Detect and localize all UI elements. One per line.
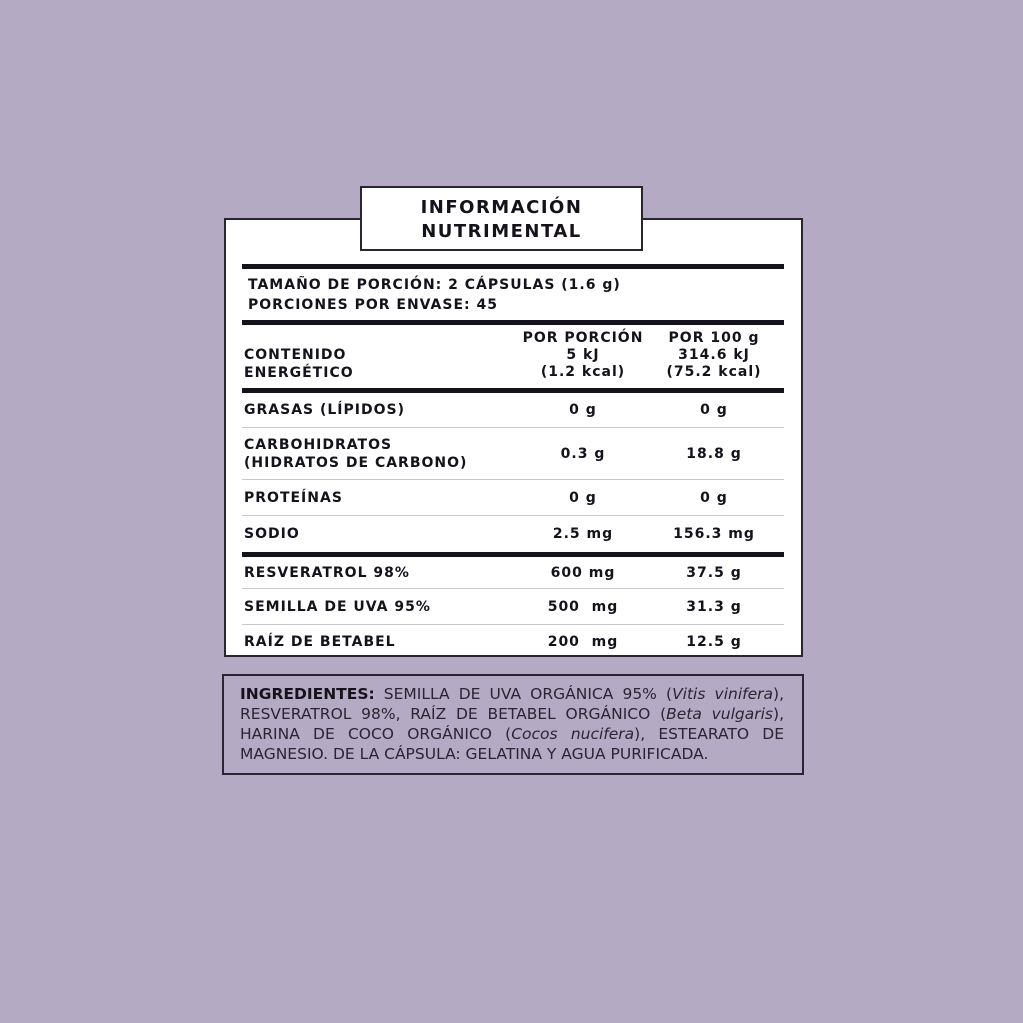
per-100g-header: POR 100 g bbox=[668, 330, 760, 346]
per-portion-value: 0.3 g bbox=[560, 445, 606, 462]
ingredients-scientific-name: Cocos nucifera bbox=[511, 725, 635, 743]
serving-info bbox=[242, 269, 784, 320]
energy-kcal: (75.2 kcal) bbox=[666, 364, 762, 380]
per-portion-value: 0 g bbox=[569, 489, 597, 506]
nutrient-name bbox=[242, 436, 522, 472]
nutrient-name: GRASAS (LÍPIDOS) bbox=[244, 402, 405, 418]
nutrient-name-line: (HIDRATOS DE CARBONO) bbox=[244, 454, 468, 471]
table-row bbox=[242, 625, 784, 659]
title-line: NUTRIMENTAL bbox=[421, 221, 582, 242]
energy-kj: 5 kJ bbox=[566, 347, 600, 363]
ingredients-box bbox=[222, 674, 804, 775]
per-portion-value: 2.5 mg bbox=[552, 526, 614, 542]
energy-row bbox=[242, 325, 784, 388]
panel-title bbox=[360, 186, 643, 251]
ingredients-scientific-name: Beta vulgaris bbox=[666, 705, 774, 723]
table-row bbox=[242, 393, 784, 427]
per-portion-value: 600 mg bbox=[550, 564, 616, 581]
energy-kcal: (1.2 kcal) bbox=[540, 364, 626, 380]
per-100g-value: 12.5 g bbox=[686, 634, 742, 650]
ingredients-label: INGREDIENTES: bbox=[240, 685, 375, 703]
energy-label bbox=[242, 332, 522, 382]
ingredients-text: SEMILLA DE UVA ORGÁNICA 95% ( bbox=[374, 685, 673, 703]
table-row bbox=[242, 589, 784, 624]
per-100g-column bbox=[644, 325, 784, 381]
per-portion-column bbox=[522, 325, 644, 381]
per-portion-value: 200 mg bbox=[547, 634, 619, 650]
per-100g-value: 31.3 g bbox=[686, 598, 742, 615]
per-100g-value: 156.3 mg bbox=[673, 526, 755, 542]
nutrient-name-line: CARBOHIDRATOS bbox=[244, 436, 393, 453]
energy-kj: 314.6 kJ bbox=[678, 347, 750, 363]
per-100g-value: 0 g bbox=[700, 489, 728, 506]
per-portion-value: 500 mg bbox=[547, 598, 619, 615]
table-row bbox=[242, 428, 784, 479]
per-portion-header: POR PORCIÓN bbox=[522, 330, 644, 346]
energy-label-line: CONTENIDO bbox=[244, 346, 347, 363]
serving-size: TAMAÑO DE PORCIÓN: 2 CÁPSULAS (1.6 g) bbox=[248, 277, 621, 293]
nutrient-name: RAÍZ DE BETABEL bbox=[244, 634, 396, 650]
table-row bbox=[242, 557, 784, 588]
per-100g-value: 37.5 g bbox=[686, 564, 742, 581]
nutrient-name: SEMILLA DE UVA 95% bbox=[244, 598, 431, 615]
energy-label-line: ENERGÉTICO bbox=[244, 364, 354, 381]
per-100g-value: 18.8 g bbox=[686, 445, 742, 462]
ingredients-text: ), HARINA DE COCO ORGÁNICO ( bbox=[240, 705, 784, 743]
servings-per-container: PORCIONES POR ENVASE: 45 bbox=[248, 297, 498, 313]
nutrient-name: RESVERATROL 98% bbox=[244, 564, 410, 581]
nutrition-panel bbox=[224, 218, 803, 657]
ingredients-text: ), RESVERATROL 98%, RAÍZ DE BETABEL ORGÁNICO ( bbox=[240, 685, 784, 723]
nutrition-table bbox=[242, 264, 784, 659]
ingredients-text: ), ESTEARATO DE MAGNESIO. DE LA CÁPSULA: GELATINA Y AGUA PURIFICADA. bbox=[240, 725, 784, 763]
nutrient-name: PROTEÍNAS bbox=[244, 489, 343, 506]
per-100g-value: 0 g bbox=[700, 402, 728, 418]
table-row bbox=[242, 480, 784, 515]
nutrient-name: SODIO bbox=[244, 526, 300, 542]
title-line: INFORMACIÓN bbox=[420, 197, 583, 218]
ingredients-scientific-name: Vitis vinifera bbox=[672, 685, 774, 703]
per-portion-value: 0 g bbox=[569, 402, 597, 418]
table-row bbox=[242, 516, 784, 552]
